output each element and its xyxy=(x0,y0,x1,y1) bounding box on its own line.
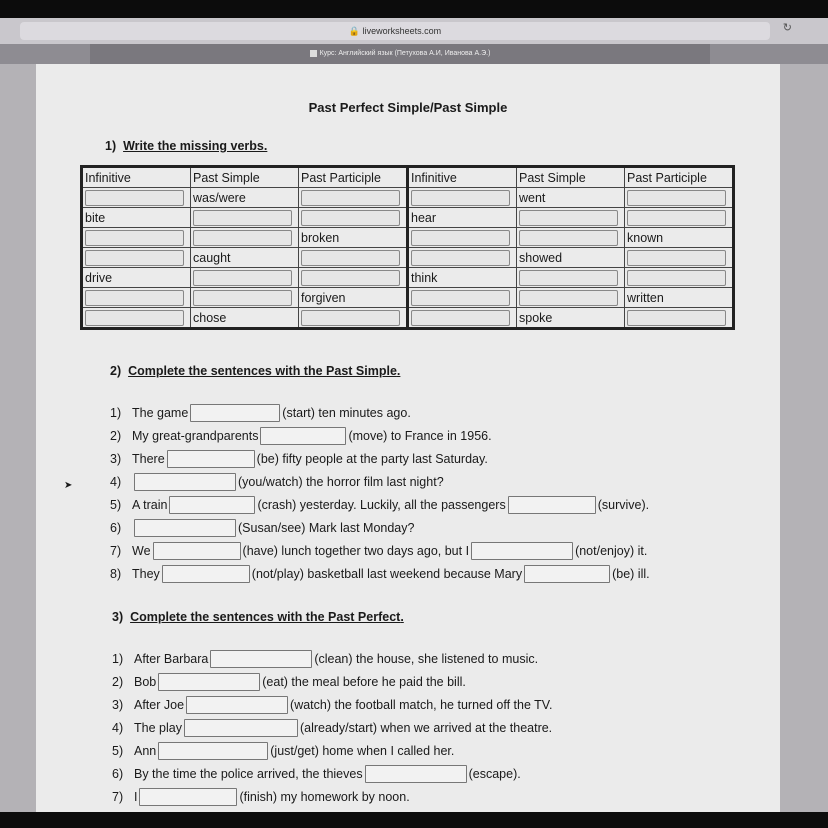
verb-answer-input[interactable] xyxy=(193,270,292,286)
heading-text: Complete the sentences with the xyxy=(128,364,327,378)
sentence-number: 1) xyxy=(112,652,124,666)
sentence-number: 1) xyxy=(110,406,122,420)
verb-answer-input[interactable] xyxy=(85,230,184,246)
sentence-text: (survive). xyxy=(597,498,650,512)
verb-answer-input[interactable] xyxy=(627,310,726,326)
sentence xyxy=(110,473,444,491)
table-cell xyxy=(517,188,625,208)
verb-given: hear xyxy=(411,210,437,225)
verb-answer-input[interactable] xyxy=(411,310,510,326)
sentence xyxy=(110,496,649,514)
table-row xyxy=(82,288,734,308)
answer-input[interactable] xyxy=(186,696,288,714)
table-cell xyxy=(517,288,625,308)
table-cell xyxy=(191,268,299,288)
sentence xyxy=(112,673,466,691)
verb-given: forgiven xyxy=(301,290,346,305)
heading-bold: Past Perfect xyxy=(328,610,401,624)
verb-given: showed xyxy=(519,250,563,265)
table-cell xyxy=(625,288,734,308)
sentence-text: There xyxy=(132,452,165,466)
sentence-number: 2) xyxy=(110,429,122,443)
table-cell xyxy=(517,208,625,228)
worksheet-title: Past Perfect Simple/Past Simple xyxy=(308,100,508,115)
favicon-icon xyxy=(310,50,317,57)
verb-answer-input[interactable] xyxy=(193,230,292,246)
verb-answer-input[interactable] xyxy=(411,290,510,306)
table-cell xyxy=(625,228,734,248)
verb-given: chose xyxy=(193,310,227,325)
table-cell xyxy=(408,188,517,208)
answer-input[interactable] xyxy=(184,719,298,737)
section-heading-text: Write the missing verbs. xyxy=(123,139,268,153)
answer-input[interactable] xyxy=(508,496,596,514)
address-bar[interactable] xyxy=(20,22,770,40)
table-row xyxy=(82,308,734,329)
sentence-number: 7) xyxy=(112,790,124,804)
column-header: Past Participle xyxy=(299,167,408,188)
verb-given: went xyxy=(519,190,546,205)
sentence-text: I xyxy=(134,790,138,804)
table-row xyxy=(82,208,734,228)
verb-answer-input[interactable] xyxy=(519,270,618,286)
verb-answer-input[interactable] xyxy=(411,250,510,266)
browser-tab[interactable] xyxy=(90,44,710,64)
verb-answer-input[interactable] xyxy=(301,210,400,226)
verb-given: caught xyxy=(193,250,231,265)
section1-heading xyxy=(105,139,267,153)
sentence-text: (start) ten minutes ago. xyxy=(282,406,411,420)
table-cell xyxy=(408,228,517,248)
table-cell xyxy=(191,248,299,268)
verb-answer-input[interactable] xyxy=(627,250,726,266)
sentence-text: (clean) the house, she listened to music. xyxy=(314,652,539,666)
table-cell xyxy=(625,188,734,208)
verb-answer-input[interactable] xyxy=(627,210,726,226)
sentence xyxy=(112,719,552,737)
answer-input[interactable] xyxy=(134,519,236,537)
table-cell xyxy=(625,308,734,329)
sentence-text: They xyxy=(132,567,160,581)
section-number: 3) xyxy=(112,610,124,624)
answer-input[interactable] xyxy=(153,542,241,560)
table-cell xyxy=(299,288,408,308)
column-header: Past Participle xyxy=(625,167,734,188)
verb-answer-input[interactable] xyxy=(411,190,510,206)
table-row xyxy=(82,248,734,268)
answer-input[interactable] xyxy=(158,673,260,691)
verb-given: known xyxy=(627,230,664,245)
sentence-text: (be) fifty people at the party last Saturday. xyxy=(256,452,488,466)
heading-bold: Past Simple xyxy=(326,364,397,378)
sentence-text: (escape). xyxy=(468,767,521,781)
sentence xyxy=(110,450,488,468)
sentence-number: 8) xyxy=(110,567,122,581)
url-text: liveworksheets.com xyxy=(362,26,442,36)
verb-given: written xyxy=(627,290,664,305)
answer-input[interactable] xyxy=(190,404,280,422)
table-cell xyxy=(625,208,734,228)
sentence-text: (just/get) home when I called her. xyxy=(270,744,455,758)
answer-input[interactable] xyxy=(524,565,610,583)
section3-heading xyxy=(112,610,404,624)
sentence-number: 2) xyxy=(112,675,124,689)
table-cell xyxy=(299,208,408,228)
sentence-text: The play xyxy=(134,721,182,735)
section-heading-text xyxy=(128,364,400,378)
sentence-number: 6) xyxy=(110,521,122,535)
worksheet-page xyxy=(36,64,780,814)
sentence-text: (finish) my homework by noon. xyxy=(239,790,410,804)
column-header: Past Simple xyxy=(517,167,625,188)
reload-icon[interactable]: ↻ xyxy=(782,22,792,34)
answer-input[interactable] xyxy=(260,427,346,445)
screen-bezel xyxy=(0,0,828,20)
verb-table xyxy=(80,165,735,330)
sentence xyxy=(110,519,414,537)
answer-input[interactable] xyxy=(210,650,312,668)
sentence xyxy=(110,542,647,560)
sentence-text: By the time the police arrived, the thieves xyxy=(134,767,363,781)
table-cell xyxy=(299,308,408,329)
sentence-text: After Joe xyxy=(134,698,185,712)
sentence-text: A train xyxy=(132,498,168,512)
sentence-text: (be) ill. xyxy=(612,567,650,581)
verb-answer-input[interactable] xyxy=(301,190,400,206)
sentence-text: My great-grandparents xyxy=(132,429,259,443)
verb-answer-input[interactable] xyxy=(627,270,726,286)
table-cell xyxy=(191,228,299,248)
sentence-text: We xyxy=(132,544,151,558)
sentence-number: 6) xyxy=(112,767,124,781)
sentence-number: 7) xyxy=(110,544,122,558)
verb-given: was/were xyxy=(193,190,246,205)
verb-answer-input[interactable] xyxy=(627,190,726,206)
sentence xyxy=(112,765,521,783)
table-cell xyxy=(625,248,734,268)
table-cell xyxy=(408,208,517,228)
sentence-text: (crash) yesterday. Luckily, all the passengers xyxy=(257,498,506,512)
answer-input[interactable] xyxy=(139,788,237,806)
sentence-text: The game xyxy=(132,406,189,420)
table-cell xyxy=(517,228,625,248)
answer-input[interactable] xyxy=(134,473,236,491)
sentence-text: (not/enjoy) it. xyxy=(575,544,648,558)
sentence-text: Bob xyxy=(134,675,157,689)
verb-answer-input[interactable] xyxy=(85,290,184,306)
verb-answer-input[interactable] xyxy=(301,250,400,266)
table-cell xyxy=(82,228,191,248)
heading-end: . xyxy=(400,610,404,624)
table-cell xyxy=(299,188,408,208)
table-cell xyxy=(82,308,191,329)
tab-bar xyxy=(0,44,828,64)
sentence-number: 4) xyxy=(112,721,124,735)
table-cell xyxy=(82,208,191,228)
verb-given: broken xyxy=(301,230,340,245)
verb-answer-input[interactable] xyxy=(85,190,184,206)
sentence-text: (watch) the football match, he turned off the TV. xyxy=(290,698,553,712)
heading-end: . xyxy=(396,364,401,378)
sentence-text: (already/start) when we arrived at the theatre. xyxy=(299,721,553,735)
verb-answer-input[interactable] xyxy=(193,210,292,226)
verb-answer-input[interactable] xyxy=(519,290,618,306)
screen-bezel-bottom xyxy=(0,812,828,828)
sentence xyxy=(110,427,492,445)
verb-answer-input[interactable] xyxy=(411,230,510,246)
sentence-text: (move) to France in 1956. xyxy=(348,429,492,443)
table-cell xyxy=(82,248,191,268)
answer-input[interactable] xyxy=(169,496,255,514)
verb-given: bite xyxy=(85,210,106,225)
table-cell xyxy=(191,308,299,329)
answer-input[interactable] xyxy=(167,450,255,468)
verb-answer-input[interactable] xyxy=(85,310,184,326)
sentence-text: (have) lunch together two days ago, but I xyxy=(242,544,470,558)
verb-given: drive xyxy=(85,270,113,285)
column-header: Infinitive xyxy=(82,167,191,188)
answer-input[interactable] xyxy=(158,742,268,760)
table-cell xyxy=(299,268,408,288)
table-cell xyxy=(299,248,408,268)
verb-answer-input[interactable] xyxy=(519,210,618,226)
column-header: Past Simple xyxy=(191,167,299,188)
column-header: Infinitive xyxy=(408,167,517,188)
answer-input[interactable] xyxy=(471,542,573,560)
verb-given: think xyxy=(411,270,438,285)
table-cell xyxy=(517,248,625,268)
sentence-text: (not/play) basketball last weekend because Mary xyxy=(251,567,523,581)
table-cell xyxy=(191,208,299,228)
verb-given: spoke xyxy=(519,310,553,325)
sentence xyxy=(110,565,650,583)
sentence-text: After Barbara xyxy=(134,652,209,666)
table-cell xyxy=(82,188,191,208)
table-cell xyxy=(82,268,191,288)
table-row xyxy=(82,268,734,288)
sentence xyxy=(110,404,411,422)
sentence-text: (you/watch) the horror film last night? xyxy=(238,475,444,489)
section-heading-text xyxy=(130,610,404,624)
sentence xyxy=(112,696,552,714)
sentence-number: 5) xyxy=(110,498,122,512)
heading-text: Complete the sentences with the xyxy=(130,610,329,624)
section2-heading xyxy=(110,364,400,378)
table-cell xyxy=(191,188,299,208)
table-cell xyxy=(299,228,408,248)
sentence-number: 3) xyxy=(112,698,124,712)
answer-input[interactable] xyxy=(365,765,467,783)
verb-answer-input[interactable] xyxy=(193,290,292,306)
verb-answer-input[interactable] xyxy=(301,270,400,286)
table-cell xyxy=(517,308,625,329)
browser-toolbar xyxy=(0,18,828,45)
table-cell xyxy=(408,268,517,288)
sentence-text: (Susan/see) Mark last Monday? xyxy=(238,521,415,535)
lock-icon: 🔒 xyxy=(348,26,361,36)
sentence xyxy=(112,650,538,668)
table-cell xyxy=(191,288,299,308)
table-cell xyxy=(517,268,625,288)
table-row xyxy=(82,228,734,248)
table-cell xyxy=(625,268,734,288)
table-cell xyxy=(408,248,517,268)
sentence-text: (eat) the meal before he paid the bill. xyxy=(262,675,466,689)
verb-answer-input[interactable] xyxy=(519,230,618,246)
sentence-number: 4) xyxy=(110,475,122,489)
verb-answer-input[interactable] xyxy=(85,250,184,266)
section-number: 1) xyxy=(105,139,117,153)
mouse-cursor-icon: ➤ xyxy=(64,480,73,491)
sentence-number: 5) xyxy=(112,744,124,758)
answer-input[interactable] xyxy=(162,565,250,583)
table-header-row xyxy=(82,167,734,188)
sentence-text: Ann xyxy=(134,744,157,758)
table-cell xyxy=(82,288,191,308)
section-number: 2) xyxy=(110,364,122,378)
verb-answer-input[interactable] xyxy=(301,310,400,326)
sentence-number: 3) xyxy=(110,452,122,466)
table-cell xyxy=(408,288,517,308)
sentence xyxy=(112,742,454,760)
tab-title: Курс: Английский язык (Петухова А.И, Иванова А.Э.) xyxy=(319,50,491,57)
table-row xyxy=(82,188,734,208)
sentence xyxy=(112,788,410,806)
table-cell xyxy=(408,308,517,329)
